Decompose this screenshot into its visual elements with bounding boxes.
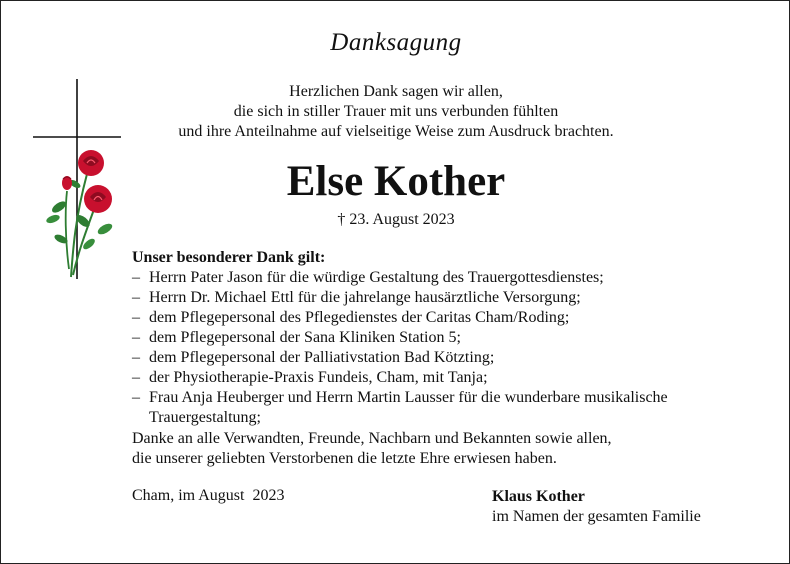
list-item: – dem Pflegepersonal der Palliativstation Bad Kötzting; <box>132 348 752 368</box>
intro-line: Herzlichen Dank sagen wir allen, <box>289 83 503 100</box>
thanks-heading: Unser besonderer Dank gilt: <box>132 249 326 266</box>
thanks-section <box>132 248 752 428</box>
death-date: † 23. August 2023 <box>337 211 455 228</box>
list-item: – dem Pflegepersonal der Sana Kliniken Station 5; <box>132 328 752 348</box>
signature-name: Klaus Kother <box>492 488 585 505</box>
deceased-name: Else Kother <box>286 158 506 205</box>
list-item: – Herrn Dr. Michael Ettl für die jahrelange hausärztliche Versorgung; <box>132 288 752 308</box>
list-item: – der Physiotherapie-Praxis Fundeis, Cham, mit Tanja; <box>132 368 752 388</box>
list-item: – dem Pflegepersonal des Pflegedienstes der Caritas Cham/Roding; <box>132 308 752 328</box>
page-title: Danksagung <box>330 29 462 56</box>
list-item: – Frau Anja Heuberger und Herrn Martin Lausser für die wunderbare musikalische Trauergestaltung; <box>132 388 709 428</box>
closing-line: Danke an alle Verwandten, Freunde, Nachbarn und Bekannten sowie allen, <box>132 430 612 447</box>
intro-text <box>1 82 790 142</box>
list-item: – Herrn Pater Jason für die würdige Gestaltung des Trauergottesdienstes; <box>132 268 752 288</box>
thanks-list <box>132 268 752 428</box>
place-date: Cham, im August 2023 <box>132 487 285 504</box>
closing-line: die unserer geliebten Verstorbenen die letzte Ehre erwiesen haben. <box>132 450 557 467</box>
closing-text <box>132 429 752 469</box>
intro-line: und ihre Anteilnahme auf vielseitige Weise zum Ausdruck brachten. <box>178 123 614 140</box>
signature-subtitle: im Namen der gesamten Familie <box>492 508 701 525</box>
signature-block <box>492 487 701 527</box>
intro-line: die sich in stiller Trauer mit uns verbunden fühlten <box>233 103 559 120</box>
